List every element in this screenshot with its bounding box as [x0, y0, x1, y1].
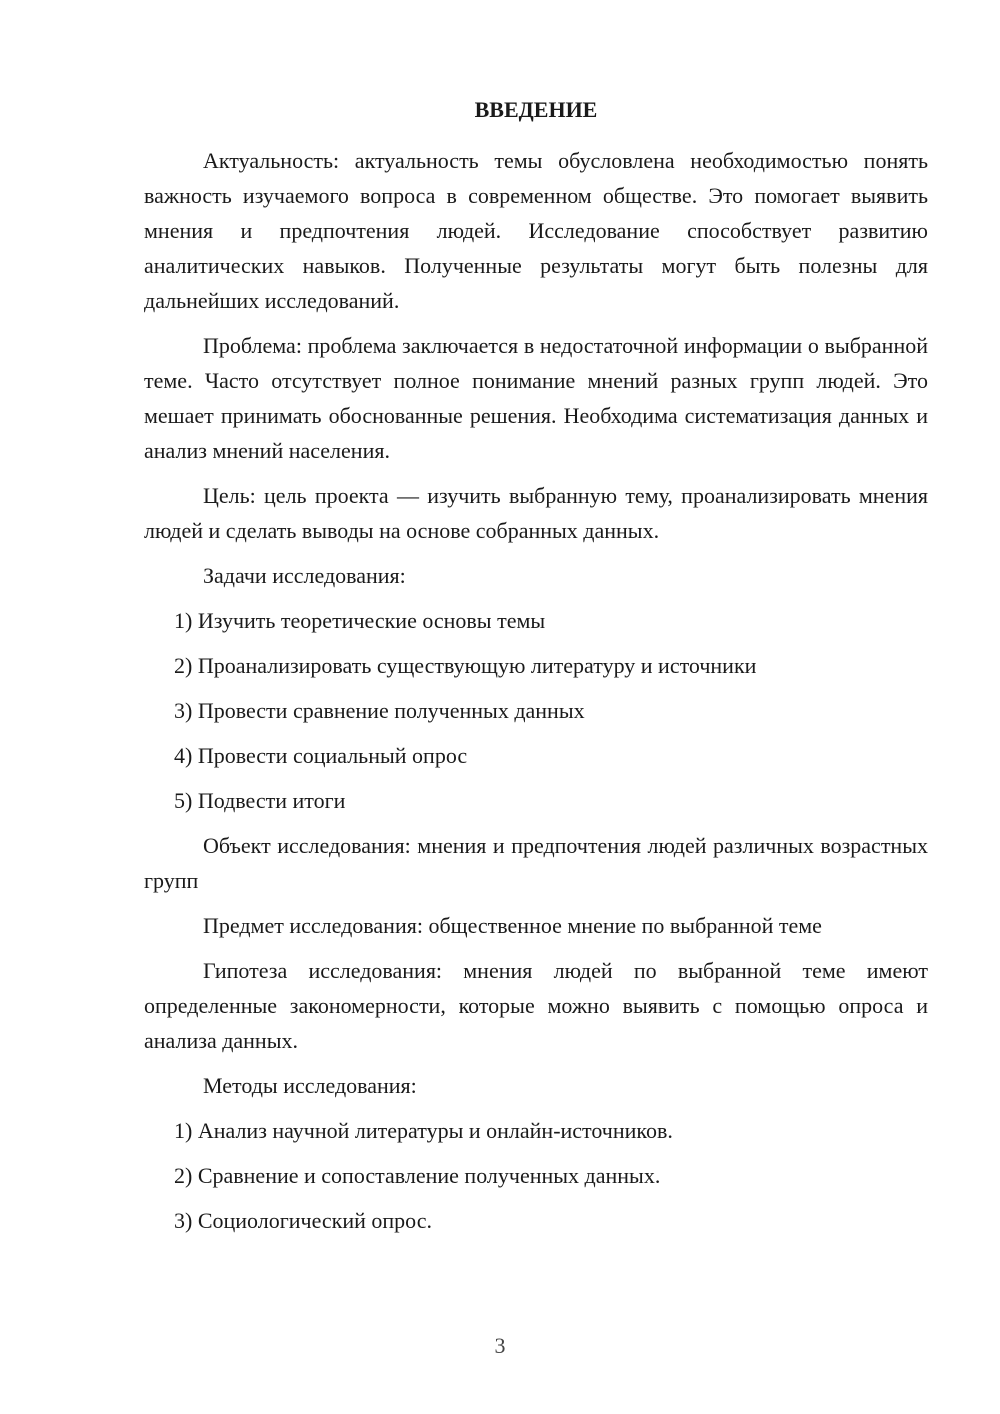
relevance-paragraph: Актуальность: актуальность темы обусловлена необходимостью понять важность изучаемого вопроса в современном обществе. Это помогает выявить мнения и предпочтения людей. Исследование способствует развитию аналитических навыков. Полученные результаты могут быть полезны для дальнейших исследований. — [144, 148, 928, 313]
tasks-list — [144, 603, 928, 818]
goal-paragraph: Цель: цель проекта — изучить выбранную тему, проанализировать мнения людей и сделать выводы на основе собранных данных. — [144, 483, 928, 543]
task-item: 4) Провести социальный опрос — [174, 743, 468, 768]
task-item: 3) Провести сравнение полученных данных — [174, 698, 585, 723]
methods-heading: Методы исследования: — [203, 1073, 417, 1098]
problem-paragraph: Проблема: проблема заключается в недостаточной информации о выбранной теме. Часто отсутствует полное понимание мнений разных групп людей. Это мешает принимать обоснованные решения. Необходима систематизация данных и анализ мнений населения. — [144, 333, 928, 463]
methods-list — [144, 1113, 928, 1238]
object-paragraph: Объект исследования: мнения и предпочтения людей различных возрастных групп — [144, 833, 928, 893]
document-body — [144, 92, 928, 1248]
tasks-heading: Задачи исследования: — [203, 563, 406, 588]
method-item: 3) Социологический опрос. — [174, 1208, 432, 1233]
method-item: 2) Сравнение и сопоставление полученных данных. — [174, 1163, 661, 1188]
page-number: 3 — [494, 1333, 506, 1358]
hypothesis-paragraph: Гипотеза исследования: мнения людей по выбранной теме имеют определенные закономерности, которые можно выявить с помощью опроса и анализа данных. — [144, 958, 928, 1053]
task-item: 2) Проанализировать существующую литературу и источники — [174, 653, 757, 678]
method-item: 1) Анализ научной литературы и онлайн-источников. — [174, 1118, 673, 1143]
task-item: 5) Подвести итоги — [174, 788, 346, 813]
section-title: ВВЕДЕНИЕ — [474, 97, 598, 122]
subject-paragraph: Предмет исследования: общественное мнение по выбранной теме — [203, 913, 822, 938]
task-item: 1) Изучить теоретические основы темы — [174, 608, 546, 633]
